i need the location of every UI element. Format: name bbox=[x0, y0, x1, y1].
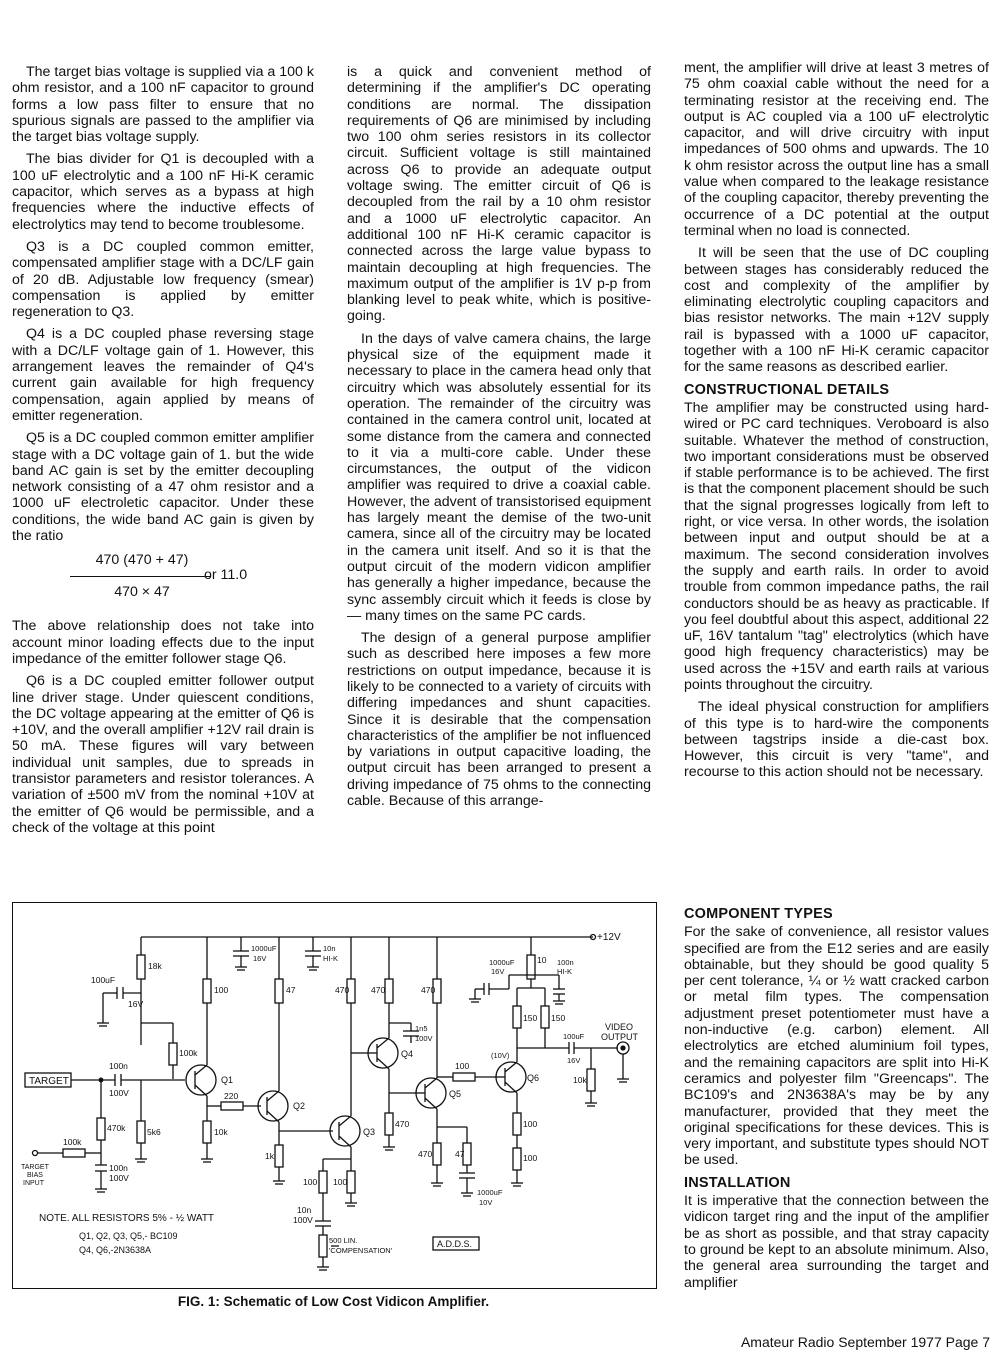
q3-label: Q3 bbox=[363, 1127, 376, 1137]
formula-numerator: 470 (470 + 47) bbox=[95, 552, 189, 569]
label-q5e-470: 470 bbox=[418, 1149, 433, 1159]
resistor-150a bbox=[513, 1006, 521, 1028]
label-q6-16v: 16V bbox=[491, 967, 505, 976]
label-10n: 10n bbox=[323, 944, 336, 953]
video-label-2: OUTPUT bbox=[601, 1032, 638, 1042]
resistor-100-q3a bbox=[319, 1171, 327, 1193]
label-q6-hik: HI-K bbox=[557, 967, 572, 976]
resistor-100-q6c2 bbox=[513, 1148, 521, 1170]
resistor-100-q6b bbox=[453, 1073, 475, 1081]
transistor-note-1: Q1, Q2, Q3, Q5,- BC109 bbox=[79, 1231, 178, 1241]
label-1000uf-10v: 1000uF bbox=[477, 1188, 503, 1197]
label-bias-100v: 100V bbox=[109, 1173, 129, 1183]
bias-label-1: TARGET bbox=[21, 1164, 49, 1171]
paragraph: The ideal physical construction for amplifiers of this type is to hard-wire the components between tagstrips inside a die-cast box. However, this circuit is very "tame", and recourse to this action should not be necessary. bbox=[684, 699, 989, 781]
label-hik: HI-K bbox=[323, 954, 338, 963]
rail-label: +12V bbox=[597, 932, 621, 943]
resistor-220 bbox=[221, 1102, 243, 1110]
paragraph: It is imperative that the connection between the vidicon target ring and the input of the amplifier be as short as possible, and that stray capacity to ground be kept to an absolute minimum. Also, the general area surrounding the target and amplifier bbox=[684, 1193, 989, 1291]
label-10n-100v: 100V bbox=[293, 1215, 313, 1225]
text-column-2 bbox=[347, 64, 651, 815]
resistor-10k-out bbox=[587, 1069, 595, 1091]
resistor-note: NOTE. ALL RESISTORS 5% - ½ WATT bbox=[39, 1213, 215, 1224]
label-q1-10k: 10k bbox=[214, 1127, 228, 1137]
video-label-1: VIDEO bbox=[605, 1022, 634, 1032]
resistor-470-q4e bbox=[385, 1113, 393, 1135]
resistor-100-q3b bbox=[347, 1171, 355, 1193]
paragraph: The design of a general purpose amplifier such as described here imposes a few more restrictions on output impedance, because it is likely to be connected to a variety of circuits with differing impedances and shunt capacities. Since it is desirable that the compensation characteristics of the amplifier be not influenced by variations in output capacitive loading, the output circuit has been arranged to present a driving impedance of 75 ohms to the connecting cable. Because of this arrange- bbox=[347, 630, 651, 810]
bias-label-2: BIAS bbox=[27, 1172, 43, 1179]
bias-label-3: INPUT bbox=[23, 1180, 44, 1187]
gain-formula bbox=[12, 552, 314, 608]
label-16v: 16V bbox=[128, 999, 144, 1009]
formula-denominator: 470 × 47 bbox=[114, 584, 170, 601]
resistor-5k6 bbox=[137, 1121, 145, 1143]
resistor-470-q4 bbox=[385, 979, 393, 1003]
label-10v: 10V bbox=[479, 1198, 493, 1207]
text-column-1 bbox=[12, 64, 314, 842]
label-q4e-470: 470 bbox=[395, 1119, 410, 1129]
label-q3-470: 470 bbox=[335, 985, 350, 995]
paragraph: The amplifier may be constructed using hard-wired or PC card techniques. Veroboard is also suitable. Whatever the method of construction, two important considerations must be observed if stable performance is to be achieved. The first is that the component placement should be such that the signal progresses logically from left to right, or vice versa. In other words, the isolation between input and output should be at a maximum. The second consideration involves the supply and earth rails. In order to avoid trouble from common impedance paths, the rail conductors should be as heavy as practicable. If you feel doubtful about this aspect, additional 22 uF, 16V tantalum "tag" electrolytics (which have good high frequency characteristics) may be used across the +15V and earth rails at various points throughout the circuitry. bbox=[684, 399, 989, 693]
label-5k6: 5k6 bbox=[147, 1127, 161, 1137]
fraction-bar bbox=[70, 576, 210, 577]
resistor-100k bbox=[169, 1043, 177, 1065]
paragraph: It will be seen that the use of DC coupling between stages has considerably reduced the cost and complexity of the amplifier by eliminating electrolytic coupling capacitors and bias resistor networks. The main +12V supply rail is bypassed with a 1000 uF capacitor, together with a 100 nF Hi-K ceramic capacitor for the same reasons as described earlier. bbox=[684, 245, 989, 376]
label-10n-comp: 10n bbox=[297, 1205, 312, 1215]
text-column-3-bottom bbox=[684, 902, 989, 1297]
figure-caption: FIG. 1: Schematic of Low Cost Vidicon Amplifier. bbox=[177, 1294, 490, 1309]
label-1000uf-16v: 16V bbox=[253, 954, 267, 963]
paragraph: Q4 is a DC coupled phase reversing stage with a DC/LF voltage gain of 1. However, this arrangement leaves the remainder of Q4's current gain available for high frequency compensation, again applied by means of emitter regeneration. bbox=[12, 326, 314, 424]
section-heading: CONSTRUCTIONAL DETAILS bbox=[684, 381, 890, 398]
label-q5-47: 47 bbox=[455, 1149, 465, 1159]
q5-label: Q5 bbox=[449, 1089, 462, 1099]
label-q6b-100: 100 bbox=[455, 1061, 470, 1071]
q4-label: Q4 bbox=[401, 1049, 414, 1059]
q6-label: Q6 bbox=[527, 1073, 540, 1083]
paragraph: Q6 is a DC coupled emitter follower output line driver stage. Under quiescent conditions, the DC voltage appearing at the emitter of Q6 is +10V, and the overall amplifier +12V rail drain is 50 mA. These figures will vary between individual unit samples, due to spreads in transistor parameters and resistor tolerances. A variation of ±500 mV from the nominal +10V at the emitter of Q6 would be permissible, and a check of the voltage at this point bbox=[12, 673, 314, 836]
resistor-100-q1 bbox=[203, 979, 211, 1003]
transistor-note-2: Q4, Q6,-2N3638A bbox=[79, 1245, 152, 1255]
resistor-100-q6c1 bbox=[513, 1113, 521, 1135]
label-q1-100: 100 bbox=[214, 985, 229, 995]
label-100k: 100k bbox=[179, 1048, 198, 1058]
label-1000uf: 1000uF bbox=[251, 944, 277, 953]
paragraph: For the sake of convenience, all resistor values specified are from the E12 series and are easily obtainable, but they should be good quality 5 per cent tolerance, ¼ or ½ watt cracked carbon or metal film types. The compensation adjustment preset potentiometer must have a non-inductive (e.g. carbon) element. All electrolytics are etched aluminium foil types, and the remaining capacitors are split into Hi-K ceramics and polyester film "Greencaps". The BC109's and 2N3638A's may be by any manufacturer, provided that they meet the original specifications for these devices. This is very important, and substitute types should NOT be used. bbox=[684, 924, 989, 1169]
page-footer: Amateur Radio September 1977 Page 7 bbox=[740, 1334, 990, 1350]
paragraph: Q3 is a DC coupled common emitter, compensated amplifier stage with a DC/LF gain of 20 dB. Adjustable low frequency (smear) compensation is applied by emitter regeneration to Q3. bbox=[12, 238, 314, 321]
label-150b: 150 bbox=[551, 1013, 566, 1023]
section-heading: COMPONENT TYPES bbox=[684, 906, 833, 922]
label-q6-1000uf: 1000uF bbox=[489, 958, 515, 967]
label-q2-47: 47 bbox=[286, 985, 296, 995]
label-q6c-100a: 100 bbox=[523, 1119, 538, 1129]
label-220: 220 bbox=[224, 1091, 239, 1101]
paragraph: Q5 is a DC coupled common emitter amplifier stage with a DC voltage gain of 1. but the wide band AC gain is set by the emitter decoupling network consisting of a 47 ohm resistor and a 1000 uF electroletic capacitor. Under these conditions, the wide band AC gain is given by the ratio bbox=[12, 430, 314, 545]
section-heading: INSTALLATION bbox=[684, 1174, 791, 1191]
schematic-figure bbox=[12, 902, 657, 1289]
paragraph: In the days of valve camera chains, the large physical size of the equipment made it necessary to place in the camera head only that circuitry which was absolutely essential for its operation. The remainder of the circuitry was contained in the camera control unit, located at some distance from the camera and connected to it via a multi-core cable. Under these circumstances, the output of the vidicon amplifier was required to drive a coaxial cable. However, the advent of transistorised equipment has largely meant the demise of the two-unit camera, since all of the circuitry may be located in the camera unit itself. And so it is that the output circuit of the modern vidicon amplifier has generally a higher impedance, because the sync assembly circuit which it feeds is close by — many times on the same PC cards. bbox=[347, 330, 651, 624]
paragraph: ment, the amplifier will drive at least 3 metres of 75 ohm coaxial cable without the need for a terminating resistor at the receiving end. The output is AC coupled via a 100 uF electrolytic capacitor, and will drive circuitry with input impedances of 500 ohms and upwards. The 10 k ohm resistor across the output line has a small value when compared to the leakage resistance of the coupling capacitor, thereby preventing the occurrence of a DC potential at the output terminal when no load is connected. bbox=[684, 60, 989, 239]
label-10v-q6: (10V) bbox=[491, 1051, 510, 1060]
label-100uf: 100uF bbox=[91, 975, 116, 985]
resistor-470-q5e bbox=[433, 1143, 441, 1165]
label-18k: 18k bbox=[148, 961, 162, 971]
resistor-10k-q1 bbox=[203, 1121, 211, 1143]
resistor-18k bbox=[137, 955, 145, 979]
pot-label: 500 LIN. bbox=[329, 1236, 358, 1245]
label-1n5: 1n5 bbox=[415, 1024, 428, 1033]
label-out-10k: 10k bbox=[573, 1075, 587, 1085]
pot-500-lin bbox=[319, 1235, 327, 1257]
label-q6-100n: 100n bbox=[557, 958, 574, 967]
label-q6c-100b: 100 bbox=[523, 1153, 538, 1163]
formula-result: or 11.0 bbox=[204, 567, 248, 584]
resistor-150b bbox=[541, 1006, 549, 1028]
text-column-3-top bbox=[684, 60, 989, 787]
target-label: TARGET bbox=[29, 1076, 69, 1087]
label-100n: 100n bbox=[109, 1061, 128, 1071]
paragraph: The bias divider for Q1 is decoupled with a 100 uF electrolytic and a 100 nF Hi-K ceramic capacitor, which serves as a bypass at high frequencies where the inductive effects of electrolytics may tend to become troublesome. bbox=[12, 151, 314, 233]
paragraph: The target bias voltage is supplied via a 100 k ohm resistor, and a 100 nF capacitor to ground forms a low pass filter to ensure that no spurious signals are passed to the amplifier via the target bias voltage supply. bbox=[12, 64, 314, 146]
label-out-16v: 16V bbox=[567, 1056, 581, 1065]
resistor-100k-bias bbox=[63, 1149, 85, 1157]
label-out-100uf: 100uF bbox=[563, 1032, 585, 1041]
label-1k: 1k bbox=[265, 1151, 274, 1161]
label-150a: 150 bbox=[523, 1013, 538, 1023]
pot-comp-label: 'COMPENSATION' bbox=[329, 1246, 393, 1255]
resistor-470k bbox=[97, 1118, 105, 1140]
label-470k: 470k bbox=[107, 1123, 126, 1133]
label-q3-100a: 100 bbox=[303, 1177, 318, 1187]
label-bias-100k: 100k bbox=[63, 1137, 82, 1147]
adds-label: A.D.D.S. bbox=[437, 1239, 473, 1249]
label-bias-100n: 100n bbox=[109, 1163, 128, 1173]
label-10: 10 bbox=[537, 955, 547, 965]
paragraph: is a quick and convenient method of determining if the amplifier's DC operating conditions are normal. The dissipation requirements of Q6 are minimised by including two 100 ohm series resistors in its collector circuit. Sufficient voltage is still maintained across Q6 to provide an adequate output voltage swing. The emitter circuit of Q6 is decoupled from the rail by a 10 ohm resistor and a 1000 uF electrolytic capacitor. An additional 100 nF Hi-K ceramic capacitor is connected across the large value bypass to maintain decoupling at high frequencies. The maximum output of the amplifier is 1V p-p from blanking level to peak white, which is positive-going. bbox=[347, 64, 651, 325]
schematic-drawing bbox=[13, 903, 656, 1288]
label-1n5-100v: 100V bbox=[415, 1034, 433, 1043]
label-100v: 100V bbox=[109, 1088, 129, 1098]
label-q3-100b: 100 bbox=[333, 1177, 348, 1187]
q1-label: Q1 bbox=[221, 1075, 234, 1085]
q2-label: Q2 bbox=[293, 1101, 306, 1111]
label-q4-470: 470 bbox=[371, 985, 386, 995]
label-q5-470: 470 bbox=[421, 985, 436, 995]
paragraph: The above relationship does not take into account minor loading effects due to the input impedance of the emitter follower stage Q6. bbox=[12, 618, 314, 667]
resistor-1k bbox=[275, 1145, 283, 1167]
resistor-47-q2 bbox=[275, 979, 283, 1003]
